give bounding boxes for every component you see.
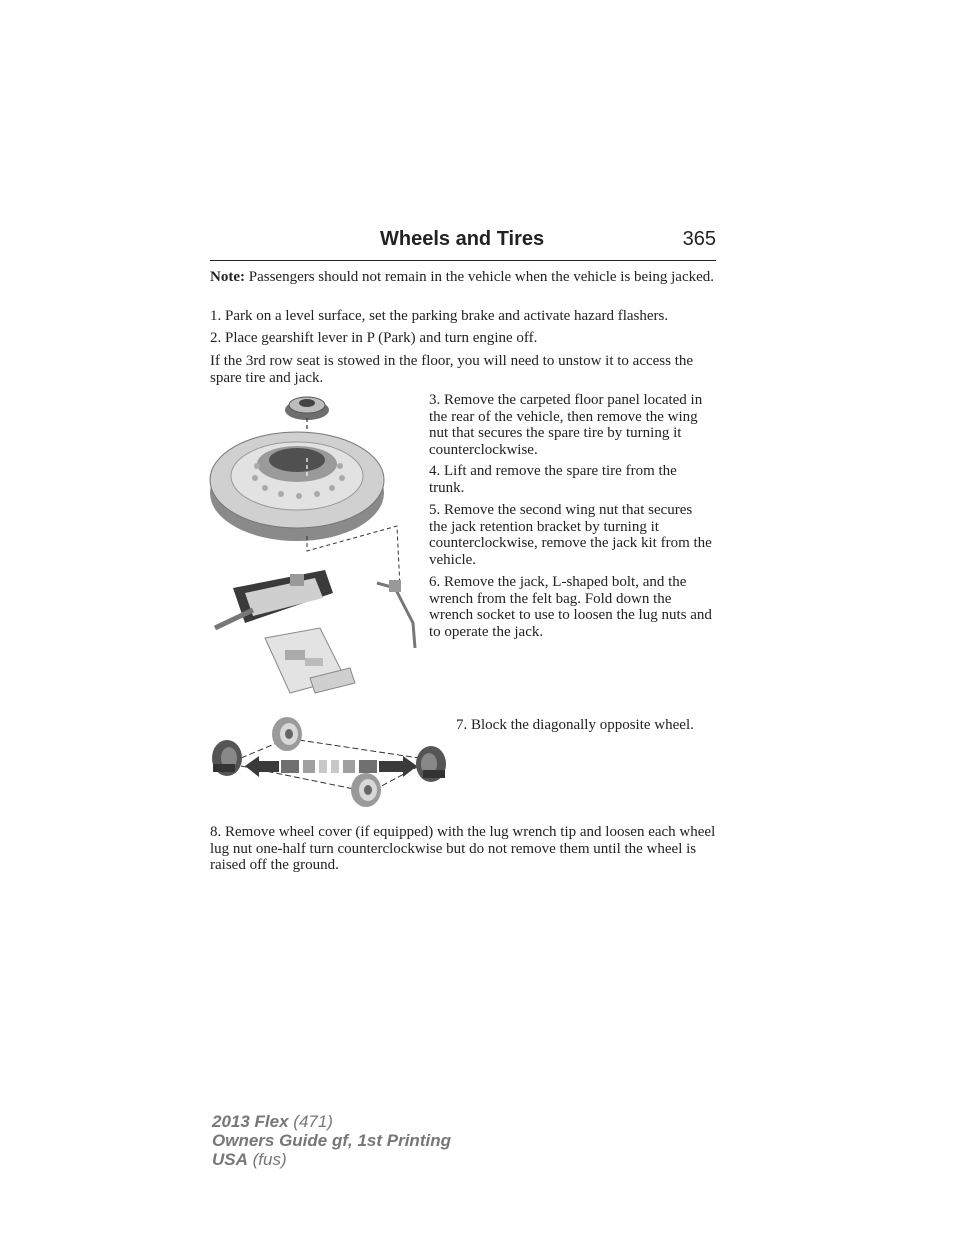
- jack-bag-icon: [215, 570, 333, 628]
- note-paragraph: [210, 269, 716, 286]
- footer-region: USA: [212, 1150, 248, 1169]
- footer: [212, 1112, 451, 1169]
- top-wheel-icon: [272, 717, 302, 751]
- step-8: 8. Remove wheel cover (if equipped) with the lug wrench tip and loosen each wheel lug nut one-half turn counterclockwise but do not remove them until the wheel is raised off the ground.: [210, 824, 716, 873]
- footer-region-code: (fus): [247, 1150, 287, 1169]
- bottom-wheel-icon: [351, 773, 381, 807]
- section-title: Wheels and Tires: [380, 228, 545, 250]
- note-label: Note:: [210, 269, 245, 285]
- page-header: [210, 228, 716, 261]
- step-4: 4. Lift and remove the spare tire from the trunk.: [429, 463, 677, 496]
- step-3: 3. Remove the carpeted floor panel located in the rear of the vehicle, then remove the wing nut that secures the spare tire by turning it counterclockwise.: [429, 392, 703, 458]
- footer-model: 2013 Flex: [212, 1112, 289, 1131]
- third-row-paragraph: If the 3rd row seat is stowed in the floor, you will need to unstow it to access the spare tire and jack.: [210, 353, 694, 386]
- wheel-blocking-diagram-illustration: [209, 714, 451, 812]
- spare-tire-jack-kit-illustration: [205, 388, 427, 708]
- step-5: 5. Remove the second wing nut that secures the jack retention bracket by turning it counterclockwise, remove the jack kit from the vehicle.: [429, 502, 712, 568]
- l-shaped-bolt-icon: [377, 580, 415, 648]
- note-text: Passengers should not remain in the vehicle when the vehicle is being jacked.: [244, 269, 715, 285]
- step-6: 6. Remove the jack, L-shaped bolt, and the wrench from the felt bag. Fold down the wrench socket to use to loosen the lug nuts and to operate the jack.: [429, 574, 712, 640]
- page-number: 365: [682, 228, 716, 250]
- step-7: 7. Block the diagonally opposite wheel.: [456, 717, 694, 733]
- footer-line-3: [212, 1150, 451, 1169]
- footer-line-1: [212, 1112, 451, 1131]
- step-1: 1. Park on a level surface, set the parking brake and activate hazard flashers.: [210, 308, 669, 324]
- spare-tire-icon: [210, 432, 384, 541]
- left-wheel-block-icon: [212, 740, 242, 776]
- felt-bag-icon: [265, 628, 355, 693]
- step-2: 2. Place gearshift lever in P (Park) and turn engine off.: [210, 330, 538, 346]
- footer-line-2: Owners Guide gf, 1st Printing: [212, 1131, 451, 1150]
- footer-model-code: (471): [288, 1112, 333, 1131]
- wing-nut-icon: [285, 397, 329, 420]
- right-wheel-block-icon: [416, 746, 446, 782]
